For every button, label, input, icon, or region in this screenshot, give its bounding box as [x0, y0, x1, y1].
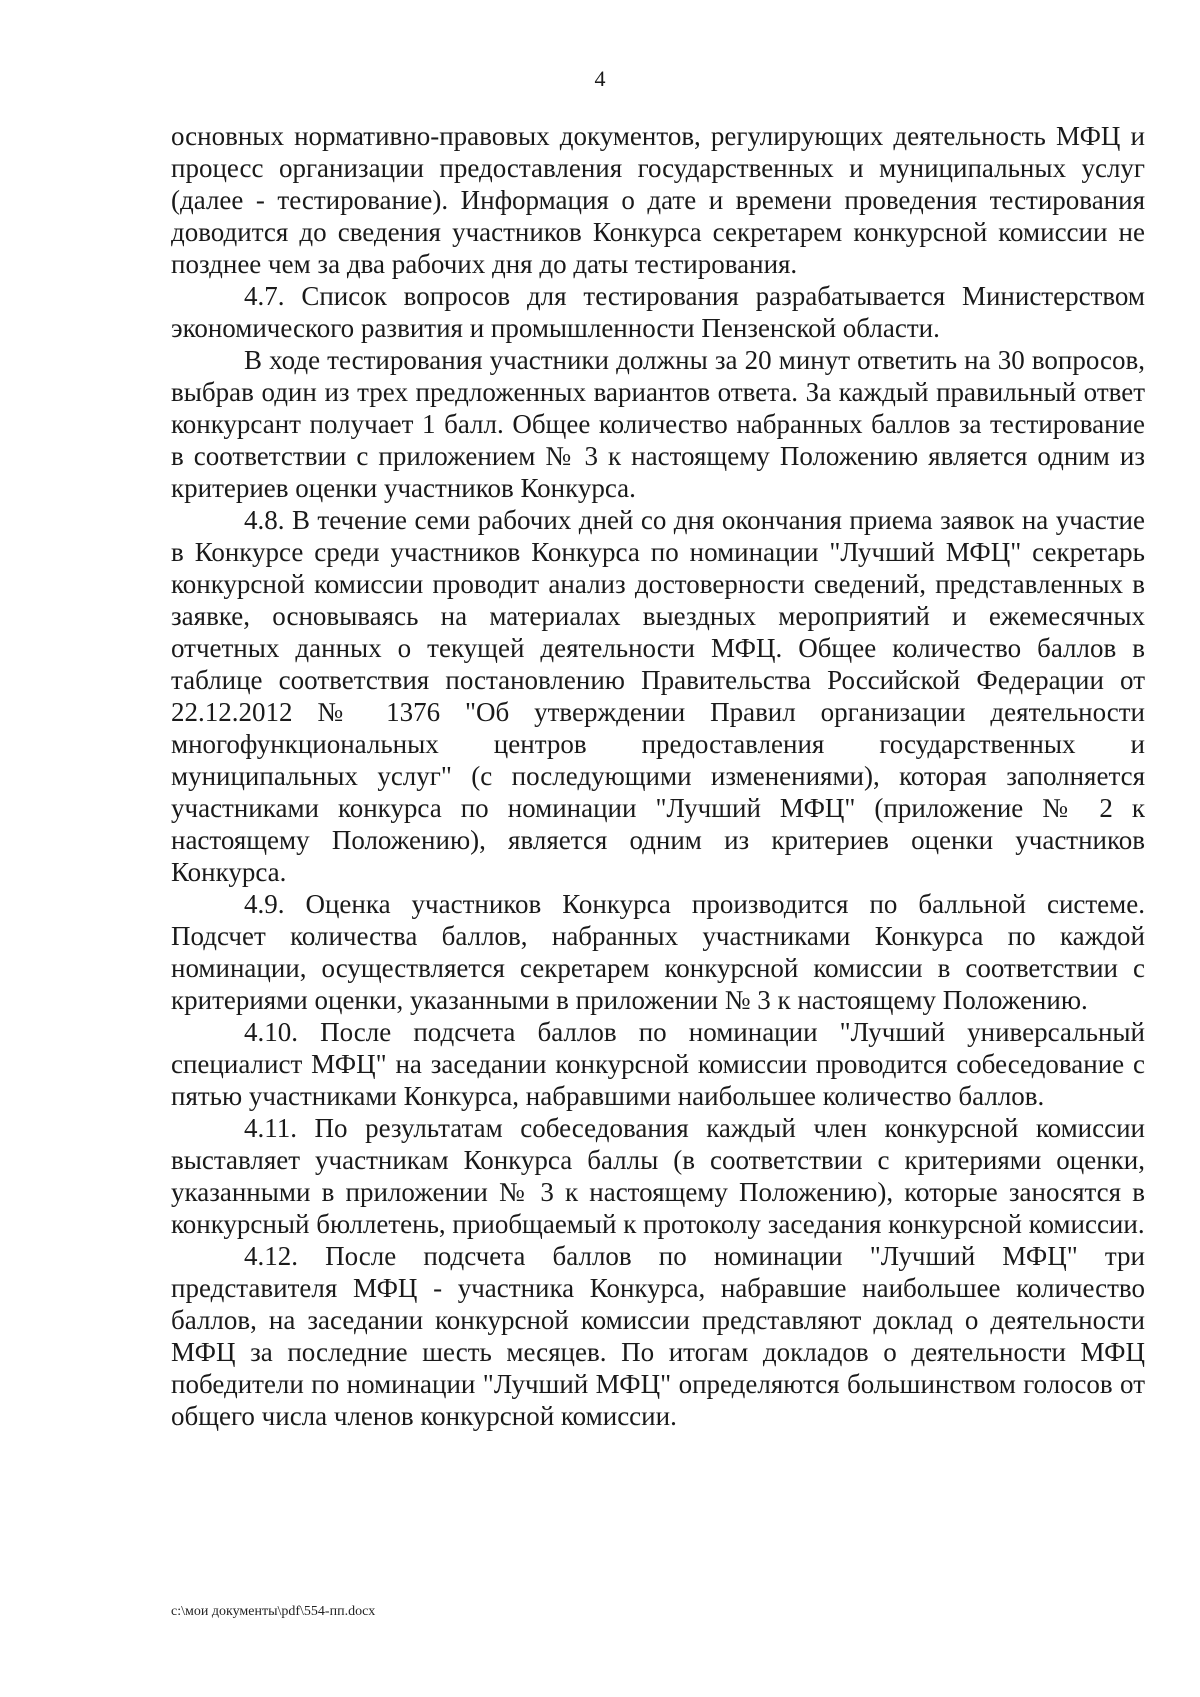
paragraph-4-12: 4.12. После подсчета баллов по номинации "Лучший МФЦ" три представителя МФЦ - участника Конкурса, набравшие наибольшее количество баллов, на заседании конкурсной комиссии представляют доклад о деятельности МФЦ за последние шесть месяцев. По итогам докладов о деятельности МФЦ победители по номинации "Лучший МФЦ" определяются большинством голосов от общего числа членов конкурсной комиссии.	[171, 1241, 1145, 1431]
paragraph-testing-procedure: В ходе тестирования участники должны за 20 минут ответить на 30 вопросов, выбрав один из трех предложенных вариантов ответа. За каждый правильный ответ конкурсант получает 1 балл. Общее количество набранных баллов за тестирование в соответствии с приложением № 3 к настоящему Положению является одним из критериев оценки участников Конкурса.	[171, 345, 1145, 503]
paragraph-4-8: 4.8. В течение семи рабочих дней со дня окончания приема заявок на участие в Конкурсе среди участников Конкурса по номинации "Лучший МФЦ" секретарь конкурсной комиссии проводит анализ достоверности сведений, представленных в заявке, основываясь на материалах выездных мероприятий и ежемесячных отчетных данных о текущей деятельности МФЦ. Общее количество баллов в таблице соответствия постановлению Правительства Российской Федерации от 22.12.2012 № 1376 "Об утверждении Правил организации деятельности многофункциональных центров предоставления государственных и муниципальных услуг" (с последующими изменениями), которая заполняется участниками конкурса по номинации "Лучший МФЦ" (приложение № 2 к настоящему Положению), является одним из критериев оценки участников Конкурса.	[171, 505, 1145, 887]
page-number: 4	[594, 66, 606, 91]
paragraph-4-10: 4.10. После подсчета баллов по номинации "Лучший универсальный специалист МФЦ" на заседании конкурсной комиссии проводится собеседование с пятью участниками Конкурса, набравшими наибольшее количество баллов.	[171, 1017, 1145, 1111]
paragraph-4-7: 4.7. Список вопросов для тестирования разрабатывается Министерством экономического развития и промышленности Пензенской области.	[171, 281, 1145, 343]
document-body	[171, 120, 1145, 1432]
paragraph-4-9: 4.9. Оценка участников Конкурса производится по балльной системе. Подсчет количества баллов, набранных участниками Конкурса по каждой номинации, осуществляется секретарем конкурсной комиссии в соответствии с критериями оценки, указанными в приложении № 3 к настоящему Положению.	[171, 889, 1145, 1015]
footer-file-path: c:\мои документы\pdf\554-пп.docx	[171, 1604, 376, 1619]
paragraph-testing-continuation: основных нормативно-правовых документов, регулирующих деятельность МФЦ и процесс организации предоставления государственных и муниципальных услуг (далее - тестирование). Информация о дате и времени проведения тестирования доводится до сведения участников Конкурса секретарем конкурсной комиссии не позднее чем за два рабочих дня до даты тестирования.	[171, 121, 1145, 279]
paragraph-4-11: 4.11. По результатам собеседования каждый член конкурсной комиссии выставляет участникам Конкурса баллы (в соответствии с критериями оценки, указанными в приложении № 3 к настоящему Положению), которые заносятся в конкурсный бюллетень, приобщаемый к протоколу заседания конкурсной комиссии.	[171, 1113, 1145, 1239]
